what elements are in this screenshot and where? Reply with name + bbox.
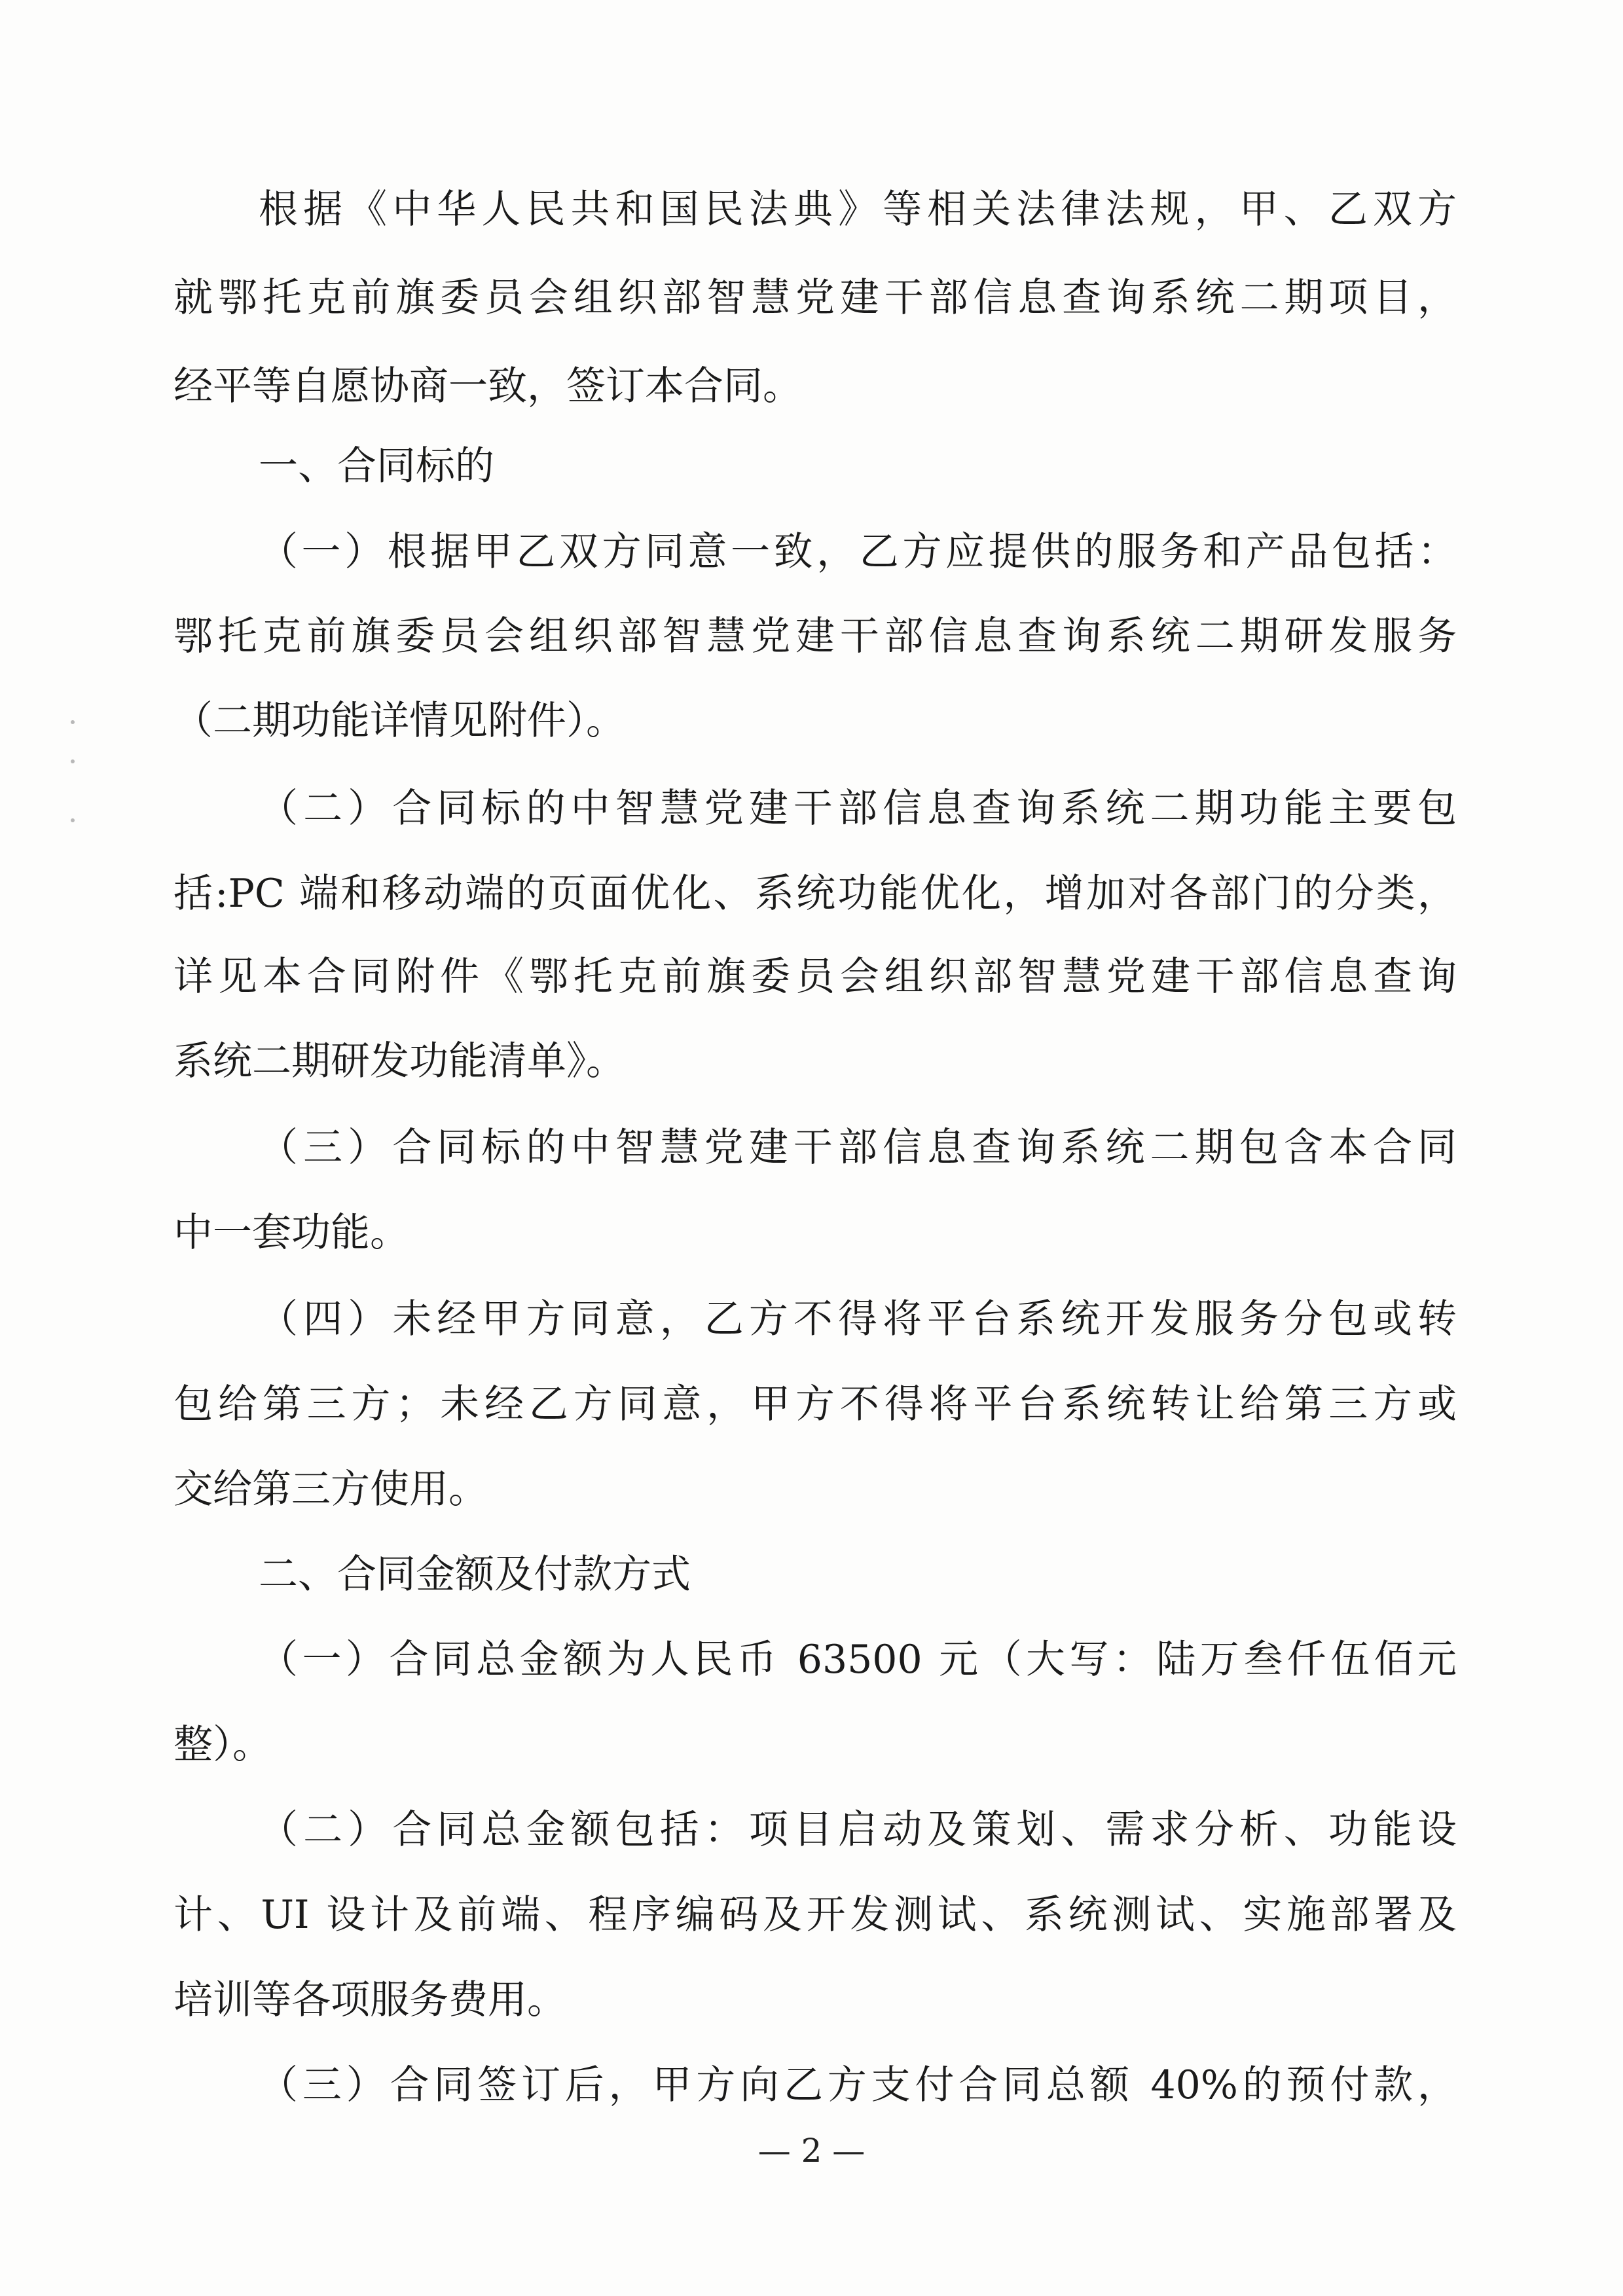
clause-1-2-line-3: 详见本合同附件《鄂托克前旗委员会组织部智慧党建干部信息查询 — [173, 954, 1457, 1000]
scan-speck — [71, 720, 75, 724]
clause-1-1-line-2: 鄂托克前旗委员会组织部智慧党建干部信息查询系统二期研发服务 — [173, 613, 1457, 659]
section-heading-2: 二、合同金额及付款方式 — [259, 1552, 691, 1597]
intro-line-3: 经平等自愿协商一致，签订本合同。 — [173, 363, 802, 409]
clause-2-1-line-1: （一）合同总金额为人民币 63500 元（大写：陆万叁仟伍佰元 — [259, 1637, 1457, 1683]
page-number: — 2 — — [757, 2132, 866, 2170]
clause-2-2-line-3: 培训等各项服务费用。 — [173, 1977, 566, 2023]
clause-1-2-line-4: 系统二期研发功能清单》。 — [173, 1038, 625, 1084]
intro-line-2: 就鄂托克前旗委员会组织部智慧党建干部信息查询系统二期项目， — [173, 275, 1457, 321]
clause-2-1-line-2: 整）。 — [173, 1722, 272, 1768]
clause-1-3-line-2: 中一套功能。 — [173, 1210, 409, 1256]
clause-1-1-line-1: （一）根据甲乙双方同意一致，乙方应提供的服务和产品包括： — [259, 529, 1457, 575]
clause-2-2-line-2: 计、UI 设计及前端、程序编码及开发测试、系统测试、实施部署及 — [173, 1892, 1457, 1938]
clause-1-4-line-1: （四）未经甲方同意，乙方不得将平台系统开发服务分包或转 — [259, 1296, 1457, 1342]
clause-1-4-line-3: 交给第三方使用。 — [173, 1467, 488, 1512]
clause-2-2-line-1: （二）合同总金额包括：项目启动及策划、需求分析、功能设 — [259, 1807, 1457, 1853]
scan-speck — [71, 759, 75, 763]
clause-1-2-line-1: （二）合同标的中智慧党建干部信息查询系统二期功能主要包 — [259, 786, 1457, 831]
clause-1-4-line-2: 包给第三方；未经乙方同意，甲方不得将平台系统转让给第三方或 — [173, 1381, 1457, 1427]
clause-2-3-line-1: （三）合同签订后，甲方向乙方支付合同总额 40%的预付款， — [259, 2062, 1457, 2108]
scan-speck — [71, 818, 75, 822]
clause-1-2-line-2: 括:PC 端和移动端的页面优化、系统功能优化，增加对各部门的分类， — [173, 871, 1457, 917]
intro-line-1: 根据《中华人民共和国民法典》等相关法律法规，甲、乙双方 — [259, 187, 1457, 232]
clause-1-1-line-3: （二期功能详情见附件）。 — [173, 698, 625, 744]
section-heading-1: 一、合同标的 — [259, 443, 494, 489]
clause-1-3-line-1: （三）合同标的中智慧党建干部信息查询系统二期包含本合同 — [259, 1125, 1457, 1171]
